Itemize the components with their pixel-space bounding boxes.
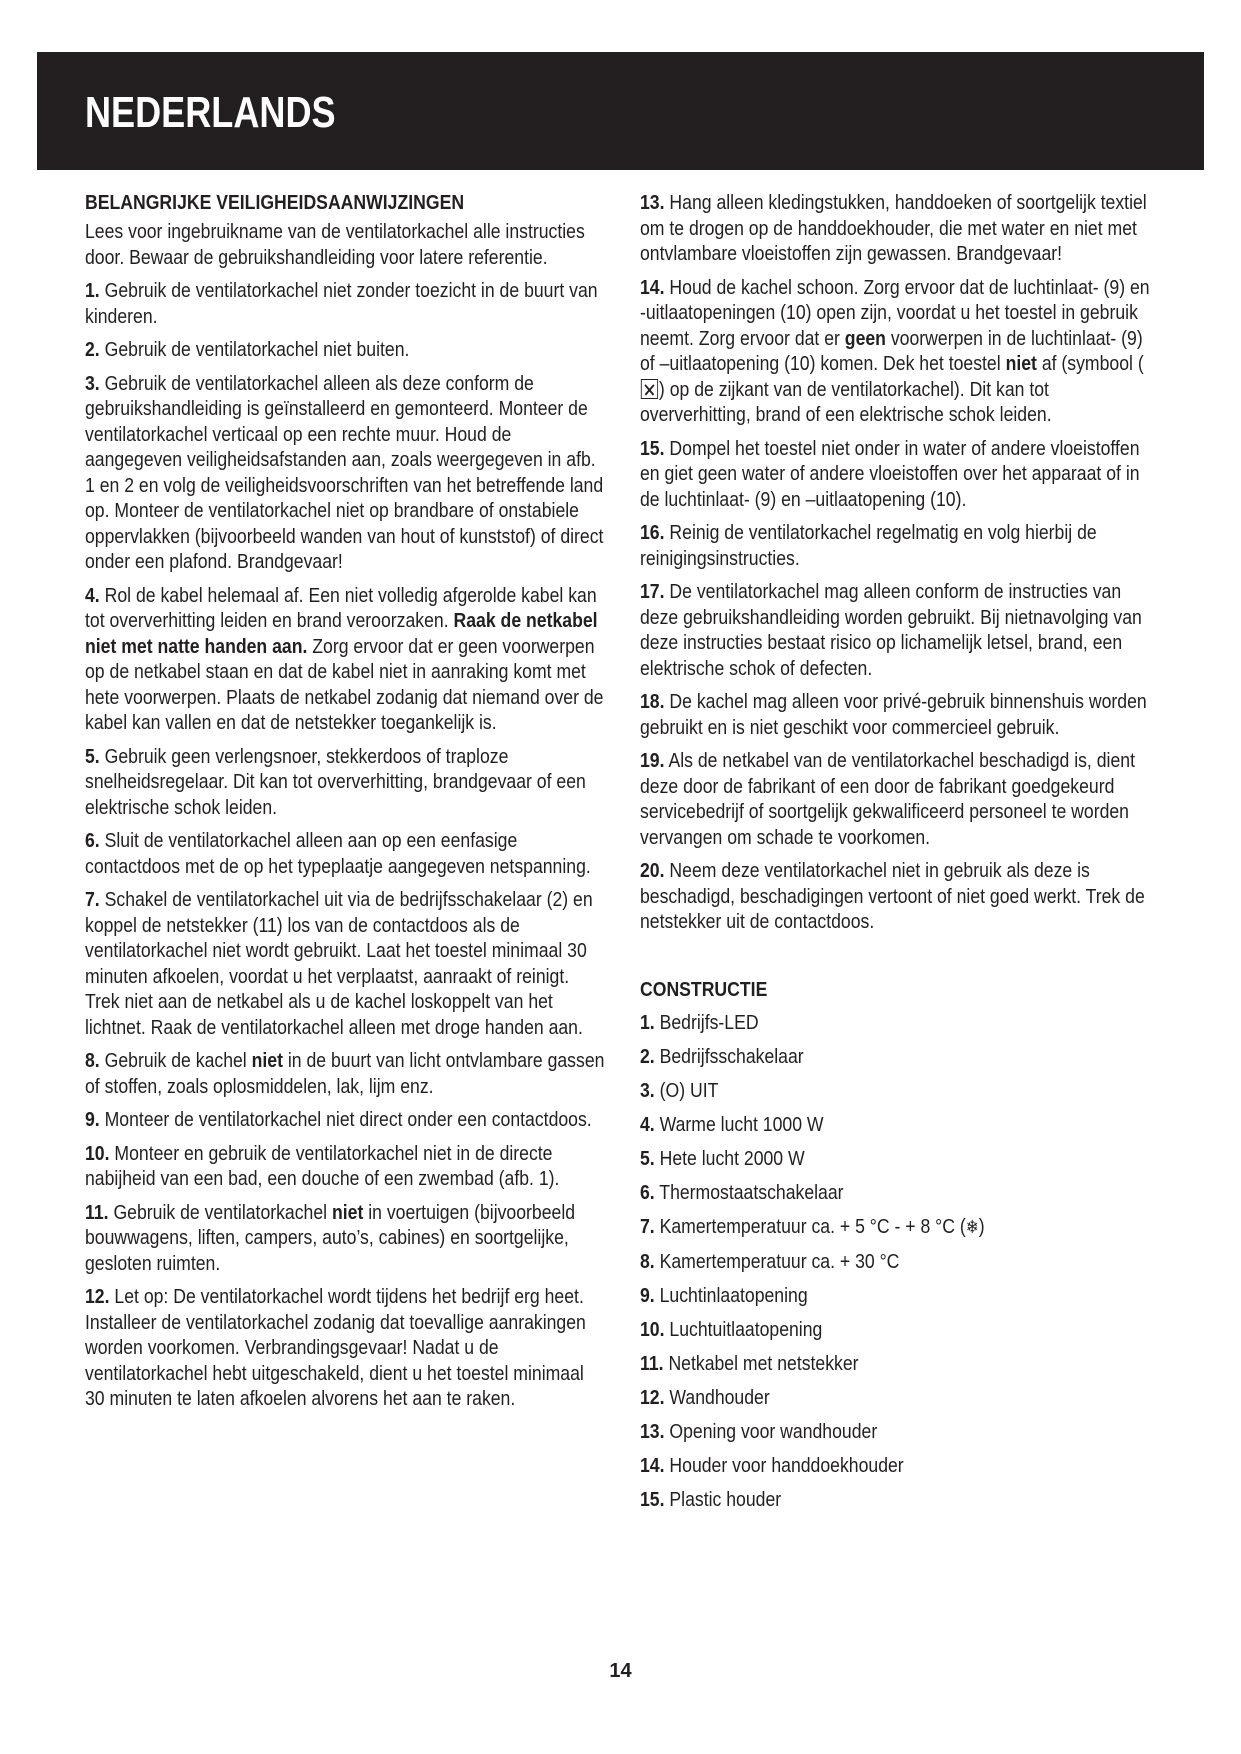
safety-item [640, 275, 1160, 428]
item-label: Hete lucht 2000 W [659, 1146, 805, 1170]
item-label: Wandhouder [669, 1385, 770, 1409]
construction-list [640, 1010, 1160, 1512]
safety-item [640, 190, 1160, 267]
safety-item [640, 520, 1160, 571]
list-item [640, 1112, 1160, 1137]
item-number: 10. [640, 1317, 665, 1341]
item-number: 8. [640, 1249, 655, 1273]
list-item [640, 1249, 1160, 1274]
item-label: Bedrijfs-LED [659, 1010, 759, 1034]
construction-heading: CONSTRUCTIE [640, 977, 768, 1001]
item-number: 19. [640, 749, 665, 772]
safety-item [85, 1200, 605, 1277]
item-label: Warme lucht 1000 W [659, 1112, 824, 1136]
list-item [640, 1351, 1160, 1376]
safety-item [640, 689, 1160, 740]
item-text: voorwerpen in de luchtinlaat- (9) of –uitlaatopening (10) komen. Dek het toestel [640, 326, 1143, 375]
item-number: 4. [85, 583, 100, 607]
item-text: Monteer en gebruik de ventilatorkachel niet in de directe nabijheid van een bad, een douche of een zwembad (afb. 1). [85, 1141, 560, 1190]
list-item [640, 1385, 1160, 1410]
item-number: 13. [640, 191, 665, 214]
do-not-cover-icon [641, 379, 658, 399]
item-text: Schakel de ventilatorkachel uit via de bedrijfsschakelaar (2) en koppel de netstekker (11) los van de contactdoos als de ventilatorkachel niet wordt gebruikt. Laat het toestel minimaal 30 minuten afkoelen, voordat u het verplaatst, aanraakt of reinigt. Trek niet aan de netkabel als u de kachel loskoppelt van het lichtnet. Raak de ventilatorkachel alleen met droge handen aan. [85, 888, 593, 1039]
list-item [640, 1044, 1160, 1069]
item-number: 6. [85, 829, 100, 852]
item-number: 7. [640, 1214, 655, 1238]
item-text: Dompel het toestel niet onder in water of andere vloeistoffen en giet geen water of andere vloeistoffen over het apparaat of in de luchtinlaat- (9) en –uitlaatopening (10). [640, 436, 1140, 511]
safety-item [85, 371, 605, 575]
list-item [640, 1078, 1160, 1103]
item-number: 14. [640, 1453, 665, 1477]
snowflake-icon: ❄ [965, 1216, 979, 1237]
item-text: Gebruik de ventilatorkachel [113, 1200, 328, 1224]
item-text: Let op: De ventilatorkachel wordt tijdens het bedrijf erg heet. Installeer de ventilatorkachel zodanig dat toevallige aanrakingen worden voorkomen. Verbrandingsgevaar! Nadat u de ventilatorkachel hebt uitgeschakeld, dient u het toestel minimaal 30 minuten te laten afkoelen alvorens het aan te raken. [85, 1285, 586, 1410]
item-text: Als de netkabel van de ventilatorkachel beschadigd is, dient deze door de fabrikant of een door de fabrikant goedgekeurd servicebedrijf of soortgelijk gekwalificeerd personeel te worden vervangen om schade te voorkomen. [640, 749, 1135, 849]
item-number: 10. [85, 1141, 110, 1165]
list-item [640, 1180, 1160, 1205]
item-text: Gebruik de ventilatorkachel niet buiten. [104, 338, 410, 361]
safety-item [85, 887, 605, 1040]
item-text: Sluit de ventilatorkachel alleen aan op een eenfasige contactdoos met de op het typeplaatje aangegeven netspanning. [85, 829, 591, 878]
item-text: Gebruik de kachel [104, 1049, 247, 1072]
item-text: Neem deze ventilatorkachel niet in gebruik als deze is beschadigd, beschadigingen vertoont of niet goed werkt. Trek de netstekker uit de contactdoos. [640, 859, 1145, 933]
list-item [640, 1214, 1160, 1240]
right-column [640, 190, 1160, 1521]
item-number: 17. [640, 580, 665, 603]
item-number: 6. [640, 1180, 655, 1204]
item-number: 5. [640, 1146, 655, 1170]
item-number: 11. [85, 1200, 109, 1224]
item-number: 12. [85, 1285, 110, 1308]
item-label: Kamertemperatuur ca. + 30 °C [659, 1249, 900, 1273]
item-number: 3. [85, 371, 100, 395]
item-number: 1. [85, 279, 100, 302]
left-column [85, 190, 605, 1420]
item-text: Gebruik de ventilatorkachel alleen als deze conform de gebruikshandleiding is geïnstalleerd en gemonteerd. Monteer de ventilatorkachel verticaal op een rechte muur. Houd de aangegeven veiligheidsafstanden aan, zoals weergegeven in afb. 1 en 2 en volg de veiligheidsvoorschriften van het betreffende land op. Monteer de ventilatorkachel niet op brandbare of onstabiele oppervlakken (bijvoorbeeld wanden van hout of kunststof) of direct onder een plafond. Brandgevaar! [85, 371, 604, 573]
safety-item [85, 1284, 605, 1412]
item-label: Plastic houder [669, 1487, 782, 1511]
safety-intro: Lees voor ingebruikname van de ventilatorkachel alle instructies door. Bewaar de gebruikshandleiding voor latere referentie. [85, 220, 585, 269]
item-text: in voertuigen (bijvoorbeeld bouwwagens, liften, campers, auto’s, cabines) en soortgelijke, gesloten ruimten. [85, 1200, 576, 1275]
item-text: Monteer de ventilatorkachel niet direct onder een contactdoos. [104, 1108, 592, 1131]
list-item [640, 1283, 1160, 1308]
item-label: Netkabel met netstekker [668, 1351, 859, 1375]
item-text: Gebruik de ventilatorkachel niet zonder toezicht in de buurt van kinderen. [85, 279, 598, 328]
safety-item [85, 337, 605, 363]
list-item [640, 1453, 1160, 1478]
item-text: Reinig de ventilatorkachel regelmatig en volg hierbij de reinigingsinstructies. [640, 521, 1097, 570]
list-item [640, 1010, 1160, 1035]
safety-item [85, 278, 605, 329]
safety-item [85, 1141, 605, 1192]
list-item [640, 1419, 1160, 1444]
safety-item [85, 744, 605, 821]
item-number: 2. [640, 1044, 655, 1068]
item-label: Bedrijfsschakelaar [659, 1044, 804, 1068]
item-label: Thermostaatschakelaar [659, 1180, 844, 1204]
item-label: (O) UIT [659, 1078, 719, 1102]
list-item [640, 1317, 1160, 1342]
safety-item [640, 748, 1160, 850]
item-number: 15. [640, 436, 665, 460]
safety-item [640, 436, 1160, 513]
item-text: ) op de zijkant van de ventilatorkachel). Dit kan tot oververhitting, brand of een elektrische schok leiden. [640, 377, 1052, 426]
item-number: 20. [640, 859, 665, 882]
item-text-bold: geen [844, 326, 886, 350]
item-number: 14. [640, 275, 665, 299]
safety-item [85, 828, 605, 879]
item-number: 2. [85, 338, 100, 361]
item-text: in de buurt van licht ontvlambare gassen of stoffen, zoals oplosmiddelen, lak, lijm enz. [85, 1049, 605, 1098]
item-label: ) [978, 1214, 985, 1238]
item-number: 7. [85, 888, 100, 911]
safety-item [640, 579, 1160, 681]
item-label: Kamertemperatuur ca. + 5 °C - + 8 °C ( [659, 1214, 966, 1238]
item-text: Rol de kabel helemaal af. Een niet volledig afgerolde kabel kan tot oververhitting leiden en brand veroorzaken. [85, 583, 597, 632]
safety-item [85, 1107, 605, 1133]
item-number: 12. [640, 1385, 665, 1409]
safety-item [640, 858, 1160, 935]
item-label: Luchtinlaatopening [659, 1283, 808, 1307]
item-text: De kachel mag alleen voor privé-gebruik binnenshuis worden gebruikt en is niet geschikt voor commercieel gebruik. [640, 690, 1147, 739]
language-title: NEDERLANDS [85, 88, 336, 137]
safety-item [85, 1048, 605, 1099]
item-number: 3. [640, 1078, 655, 1102]
item-text-bold: niet [331, 1200, 364, 1224]
list-item [640, 1146, 1160, 1171]
item-number: 9. [85, 1108, 100, 1131]
item-number: 15. [640, 1487, 665, 1511]
item-text: Zorg ervoor dat er geen voorwerpen op de netkabel staan en dat de kabel niet in aanraking komt met hete voorwerpen. Plaats de netkabel zodanig dat niemand over de kabel kan vallen en dat de netstekker toegankelijk is. [85, 634, 604, 734]
item-text-bold: niet [1005, 352, 1037, 375]
item-text-bold: niet [251, 1049, 283, 1072]
item-number: 9. [640, 1283, 655, 1307]
item-number: 1. [640, 1010, 655, 1034]
safety-heading: BELANGRIJKE VEILIGHEIDSAANWIJZINGEN [85, 191, 465, 214]
item-number: 13. [640, 1419, 665, 1443]
language-header [37, 52, 1204, 170]
safety-item [85, 583, 605, 736]
item-text: Gebruik geen verlengsnoer, stekkerdoos of traploze snelheidsregelaar. Dit kan tot oververhitting, brandgevaar of een elektrische schok leiden. [85, 744, 586, 819]
item-number: 16. [640, 521, 665, 544]
item-number: 4. [640, 1112, 655, 1136]
item-number: 8. [85, 1049, 100, 1072]
item-number: 5. [85, 744, 100, 768]
item-text: De ventilatorkachel mag alleen conform de instructies van deze gebruikshandleiding worden gebruikt. Bij nietnavolging van deze instructies bestaat risico op lichamelijk letsel, brand, een elektrische schok of defecten. [640, 580, 1142, 680]
item-label: Houder voor handdoekhouder [669, 1453, 904, 1477]
item-label: Opening voor wandhouder [669, 1419, 878, 1443]
page-number: 14 [609, 1660, 632, 1682]
item-text: Hang alleen kledingstukken, handdoeken of soortgelijk textiel om te drogen op de handdoekhouder, die met water en niet met ontvlambare vloeistoffen zijn gewassen. Brandgevaar! [640, 191, 1147, 265]
item-text: Houd de kachel schoon. Zorg ervoor dat de luchtinlaat- (9) en -uitlaatopeningen (10) open zijn, voordat u het toestel in gebruik neemt. Zorg ervoor dat er [640, 275, 1150, 350]
item-text: af (symbool ( [1041, 352, 1144, 375]
item-number: 18. [640, 690, 665, 713]
item-text-bold: Raak de netkabel niet met natte handen aan. [85, 609, 598, 658]
list-item [640, 1487, 1160, 1512]
item-number: 11. [640, 1351, 664, 1375]
item-label: Luchtuitlaatopening [669, 1317, 823, 1341]
